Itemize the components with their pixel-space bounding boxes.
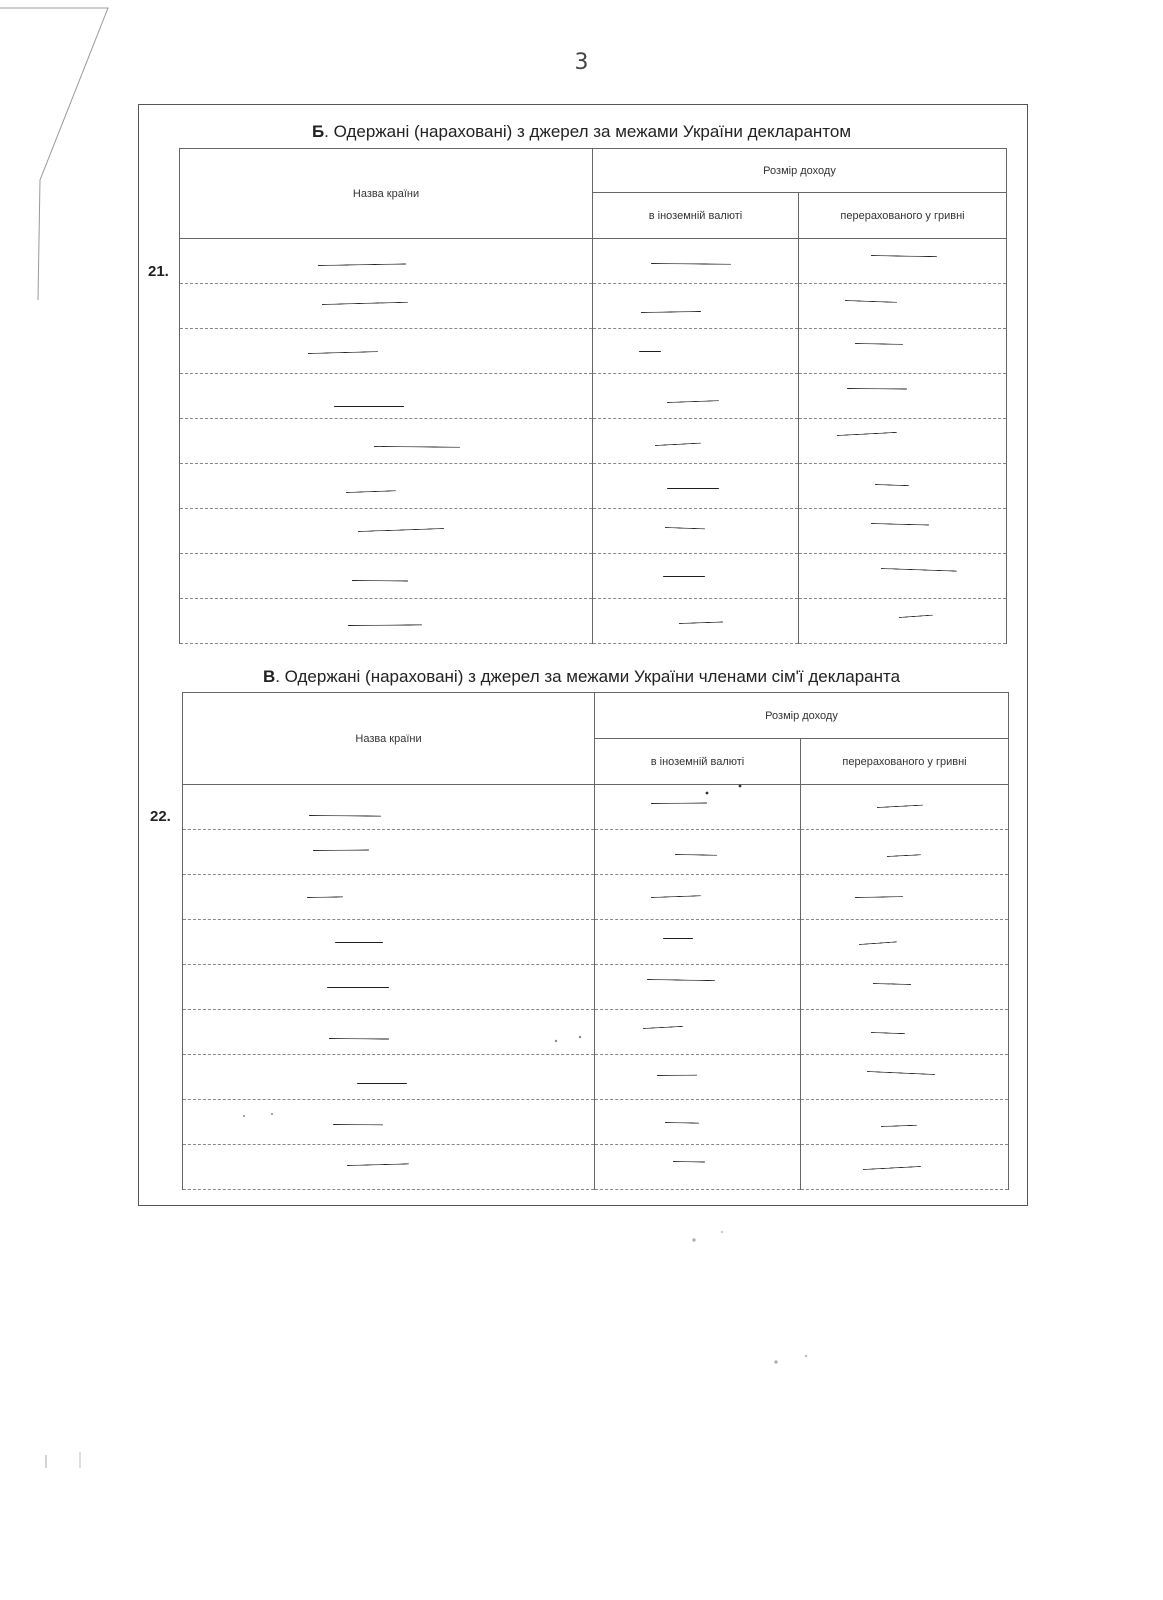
handwritten-dash [639,351,661,352]
handwritten-dash [643,1026,683,1029]
table-row [180,554,1007,599]
handwritten-dash [657,1075,697,1076]
cell-country [180,374,593,419]
table-row [180,239,1007,284]
handwritten-dash [679,621,723,624]
cell-uah [801,1100,1009,1145]
handwritten-dash [374,446,460,448]
handwritten-dash [881,568,957,572]
handwritten-dash [322,302,408,305]
handwritten-dash [663,576,705,577]
table-row [183,785,1009,830]
cell-foreign [593,509,799,554]
cell-uah [801,965,1009,1010]
cell-country [183,920,595,965]
handwritten-dash [873,983,911,985]
table-row [180,599,1007,644]
cell-country [183,1100,595,1145]
table-row [180,509,1007,554]
header-foreign-currency: в іноземній валюті [593,193,799,239]
handwritten-dash [871,255,937,257]
handwritten-dash [318,263,406,266]
cell-uah [799,239,1007,284]
table-row [183,1055,1009,1100]
section-b-letter: Б [311,122,325,141]
section-c-row-number: 22. [150,808,171,825]
cell-foreign [595,965,801,1010]
table-row [183,1010,1009,1055]
cell-country [180,554,593,599]
cell-uah [799,419,1007,464]
handwritten-dash [327,987,389,988]
handwritten-dash [667,400,719,403]
handwritten-dash [357,1083,407,1084]
handwritten-dash [855,343,903,345]
cell-foreign [595,875,801,920]
handwritten-dash [845,300,897,303]
table-row [183,830,1009,875]
handwritten-dash [647,979,715,981]
cell-uah [799,599,1007,644]
section-b-title [0,122,1163,142]
cell-foreign [593,329,799,374]
handwritten-dash [329,1038,389,1040]
header-uah: перерахованого у гривні [801,739,1009,785]
cell-country [183,1010,595,1055]
handwritten-dash [334,406,404,407]
cell-foreign [593,599,799,644]
cell-country [180,464,593,509]
cell-foreign [593,374,799,419]
cell-uah [801,920,1009,965]
handwritten-dash [347,1163,409,1166]
cell-country [183,1145,595,1190]
cell-uah [799,554,1007,599]
handwritten-dash [335,942,383,943]
cell-foreign [593,554,799,599]
section-b-row-number: 21. [148,263,169,280]
header-foreign-currency: в іноземній валюті [595,739,801,785]
cell-foreign [593,284,799,329]
cell-uah [799,284,1007,329]
handwritten-dash [651,263,731,265]
handwritten-dash [663,938,693,939]
cell-foreign [595,1055,801,1100]
handwritten-dash [308,351,378,354]
cell-country [183,965,595,1010]
handwritten-dash [307,896,343,898]
table-row [180,284,1007,329]
handwritten-dash [899,615,933,618]
page-number: 3 [574,50,589,75]
cell-country [180,509,593,554]
table-row [180,419,1007,464]
handwritten-dash [887,854,921,857]
cell-country [183,785,595,830]
table-row [183,1100,1009,1145]
cell-uah [799,374,1007,419]
cell-country [180,419,593,464]
handwritten-dash [875,484,909,486]
handwritten-dash [333,1124,383,1125]
section-c-letter: В [262,667,276,686]
handwritten-dash [863,1166,921,1170]
handwritten-dash [881,1125,917,1127]
handwritten-dash [665,527,705,529]
table-row [183,965,1009,1010]
handwritten-dash [871,1032,905,1034]
scan-edge-artifact [0,0,120,300]
handwritten-dash [855,896,903,898]
cell-uah [799,464,1007,509]
table-row [183,920,1009,965]
handwritten-dash [667,488,719,489]
header-country: Назва країни [183,693,595,785]
cell-uah [801,785,1009,830]
handwritten-dash [673,1161,705,1163]
cell-country [180,599,593,644]
cell-foreign [595,1010,801,1055]
table-row [183,1145,1009,1190]
cell-uah [801,1010,1009,1055]
cell-foreign [595,785,801,830]
table-row [180,329,1007,374]
section-c-title-text: . Одержані (нараховані) з джерел за межами України членами сім'ї декларанта [275,667,901,686]
handwritten-dash [348,624,422,626]
cell-uah [801,830,1009,875]
cell-country [180,329,593,374]
handwritten-dash [346,490,396,493]
handwritten-dash [313,850,369,851]
cell-uah [799,509,1007,554]
cell-country [180,284,593,329]
handwritten-dash [641,311,701,313]
table-row [183,875,1009,920]
header-uah: перерахованого у гривні [799,193,1007,239]
table-row [180,464,1007,509]
cell-uah [801,1055,1009,1100]
handwritten-dash [877,805,923,808]
handwritten-dash [358,528,444,532]
cell-uah [799,329,1007,374]
cell-foreign [595,1145,801,1190]
section-b-title-text: . Одержані (нараховані) з джерел за межами України декларантом [324,122,852,141]
header-country: Назва країни [180,149,593,239]
cell-uah [801,875,1009,920]
handwritten-dash [352,580,408,581]
handwritten-dash [871,523,929,526]
cell-uah [801,1145,1009,1190]
section-c-title [0,667,1163,687]
cell-country [180,239,593,284]
handwritten-dash [651,895,701,898]
cell-foreign [593,239,799,284]
handwritten-dash [309,815,381,817]
handwritten-dash [859,941,897,945]
table-row [180,374,1007,419]
cell-country [183,830,595,875]
handwritten-dash [847,388,907,390]
cell-foreign [593,419,799,464]
header-income-size: Розмір доходу [595,693,1009,739]
cell-country [183,1055,595,1100]
section-c-table [182,692,1009,1190]
section-b-table [179,148,1007,644]
handwritten-dash [655,443,701,446]
handwritten-dash [837,432,897,436]
cell-foreign [595,1100,801,1145]
handwritten-dash [665,1122,699,1124]
cell-foreign [595,830,801,875]
handwritten-dash [867,1071,935,1075]
cell-country [183,875,595,920]
handwritten-dash [675,854,717,856]
header-income-size: Розмір доходу [593,149,1007,193]
cell-foreign [593,464,799,509]
cell-foreign [595,920,801,965]
handwritten-dash [651,803,707,804]
